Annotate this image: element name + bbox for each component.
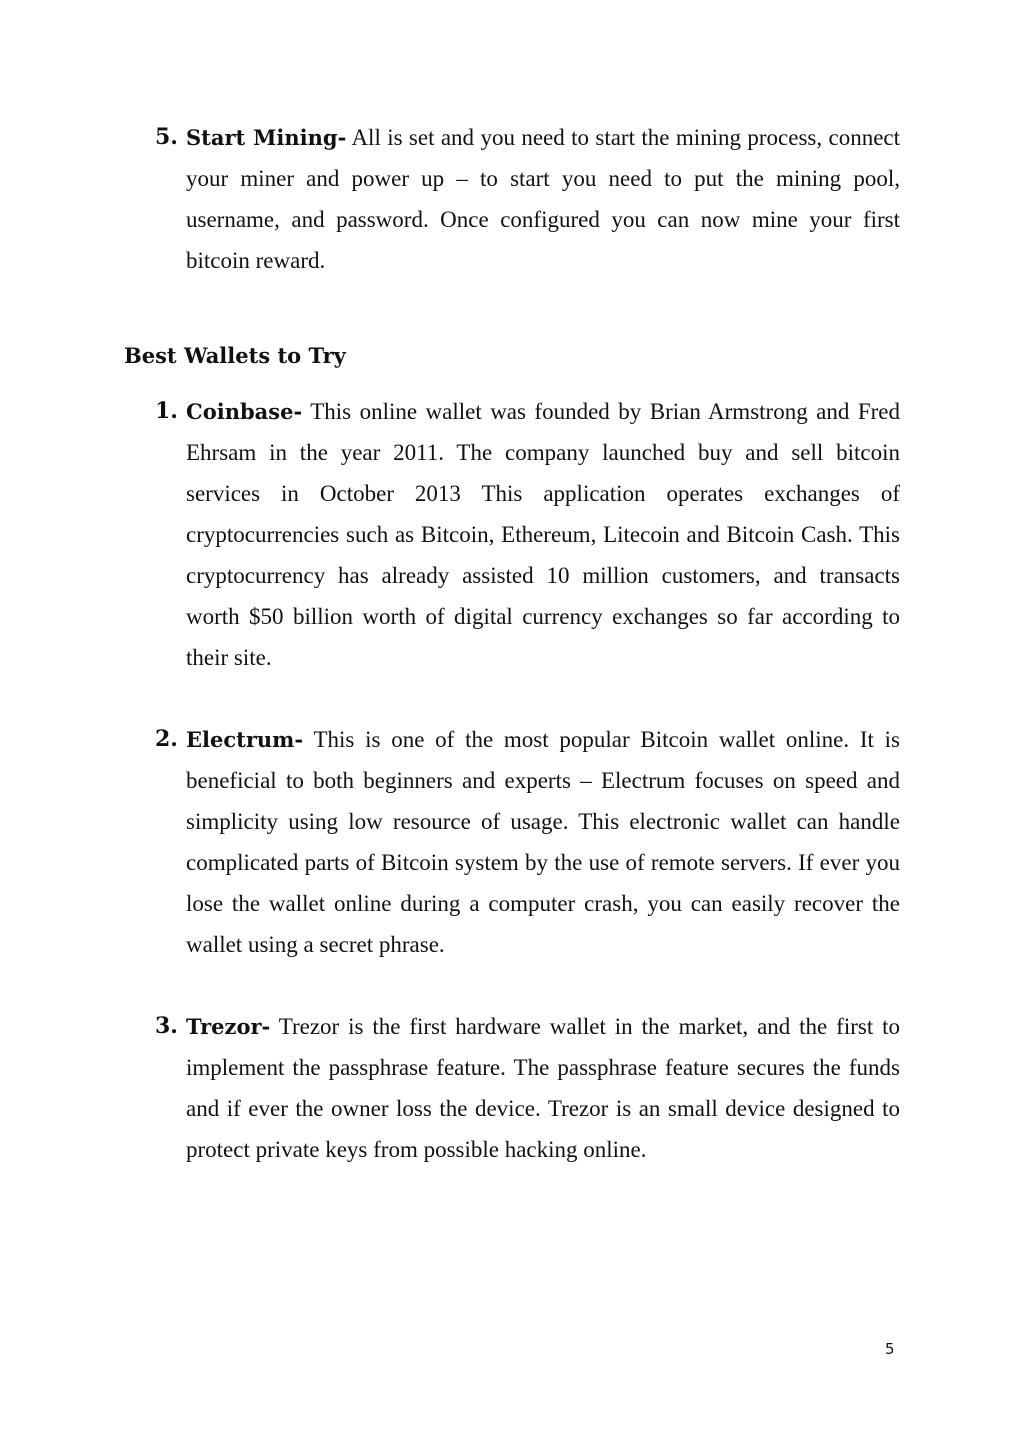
list-item-body bbox=[186, 117, 900, 281]
list-item-text: All is set and you need to start the mining process, connect your miner and power up – to start you need to put the mining pool, username, and password. Once configured you can now mine your first bitcoin reward. bbox=[186, 125, 901, 273]
list-item-title: Trezor- bbox=[186, 1014, 271, 1039]
list-item-body bbox=[186, 719, 900, 965]
list-item-title: Electrum- bbox=[186, 727, 304, 752]
list-item-text: This online wallet was founded by Brian Armstrong and Fred Ehrsam in the year 2011. The company launched buy and sell bitcoin services in October 2013 This application operates exchanges of cryptocurrencies such as Bitcoin, Ethereum, Litecoin and Bitcoin Cash. This cryptocurrency has already assisted 10 million customers, and transacts worth $50 billion worth of digital currency exchanges so far according to their site. bbox=[186, 399, 900, 670]
list-item-number: 1. bbox=[155, 398, 178, 424]
list-item-electrum bbox=[155, 719, 900, 965]
list-item-number: 5. bbox=[155, 124, 178, 150]
page-number: 5 bbox=[885, 1340, 895, 1358]
list-item-body bbox=[186, 391, 900, 678]
list-item-start-mining bbox=[155, 117, 900, 281]
list-item-title: Coinbase- bbox=[186, 399, 303, 424]
list-item-body bbox=[186, 1006, 900, 1170]
list-item-text: This is one of the most popular Bitcoin wallet online. It is beneficial to both beginners and experts – Electrum focuses on speed and simplicity using low resource of usage. This electronic wallet can handle complicated parts of Bitcoin system by the use of remote servers. If ever you lose the wallet online during a computer crash, you can easily recover the wallet using a secret phrase. bbox=[186, 727, 900, 957]
list-item-number: 3. bbox=[155, 1013, 178, 1039]
list-item-title: Start Mining- bbox=[186, 125, 347, 150]
list-item-text: Trezor is the first hardware wallet in the market, and the first to implement the passphrase feature. The passphrase feature secures the funds and if ever the owner loss the device. Trezor is an small device designed to protect private keys from possible hacking online. bbox=[186, 1014, 900, 1162]
list-item-trezor bbox=[155, 1006, 900, 1170]
list-item-coinbase bbox=[155, 391, 900, 678]
section-heading: Best Wallets to Try bbox=[124, 343, 346, 368]
list-item-number: 2. bbox=[155, 726, 178, 752]
